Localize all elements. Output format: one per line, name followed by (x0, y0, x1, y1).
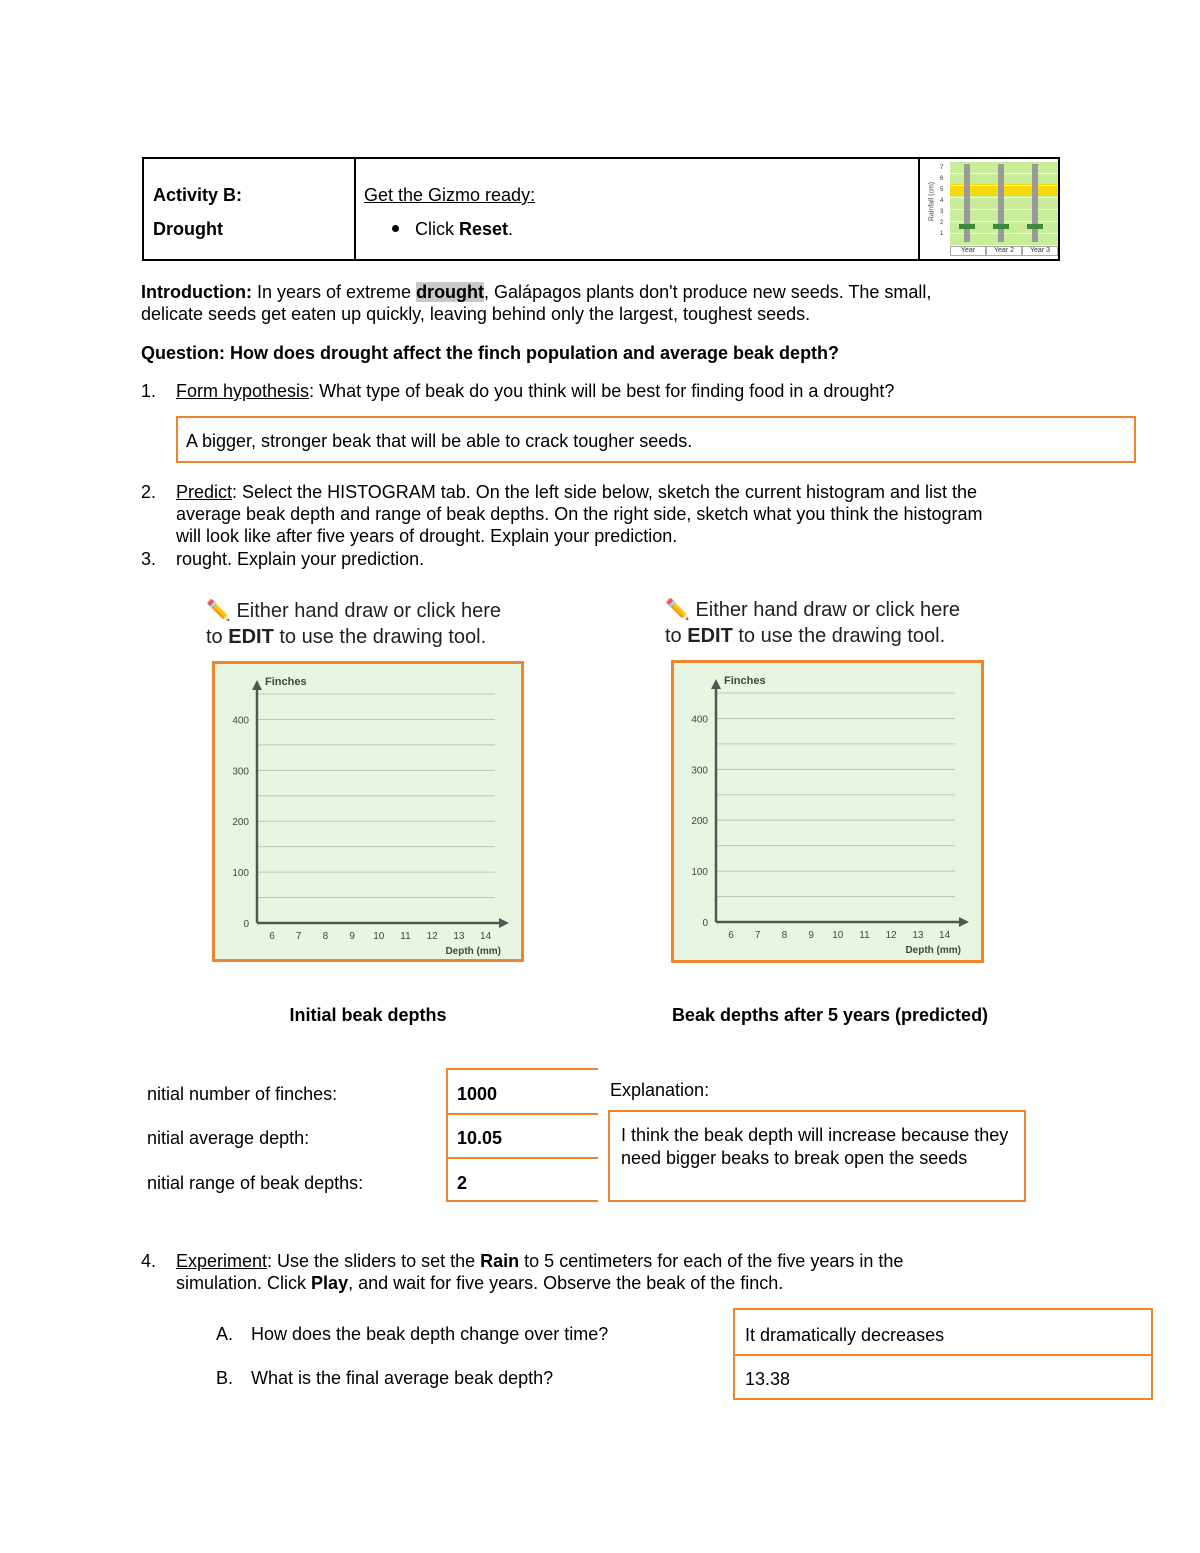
edit-link[interactable]: EDIT (687, 625, 733, 647)
activity-name: Drought (153, 219, 223, 239)
q3-prompt: rought. Explain your prediction. (176, 549, 425, 569)
thumbnail-axis (924, 162, 938, 254)
initial-depth-label: nitial average depth: (147, 1128, 310, 1148)
y-axis-arrow (252, 680, 262, 690)
x-axis-label: Depth (mm) (905, 945, 961, 956)
reset-instruction: Click Reset. (392, 218, 513, 240)
year2-slider (998, 164, 1004, 242)
x-tick-label: 10 (832, 930, 844, 941)
thumb-tick-label: 3 (940, 209, 944, 215)
initial-finches-label: nitial number of finches: (147, 1084, 338, 1104)
activity-title-cell (144, 159, 356, 259)
gizmo-ready-title: Get the Gizmo ready: (364, 185, 536, 205)
y-tick-label: 200 (232, 817, 249, 829)
final-depth-answer[interactable]: 13.38 (745, 1369, 791, 1389)
y-tick-label: 100 (232, 868, 249, 880)
x-tick-label: 10 (373, 931, 385, 942)
gizmo-instructions-cell (356, 159, 920, 259)
thumb-tick-label: 1 (940, 231, 944, 237)
rain-keyword: Rain (480, 1251, 520, 1271)
pencil-icon: ✏️ (206, 600, 231, 622)
explanation-answer-box[interactable] (608, 1110, 1026, 1202)
q4-number: 4. (141, 1251, 157, 1271)
play-keyword: Play (311, 1273, 349, 1293)
thumb-tick-label: 7 (940, 165, 944, 171)
thumb-year-label: Year 2 (986, 246, 1022, 256)
q1-number: 1. (141, 381, 157, 401)
year3-slider-handle (1027, 224, 1043, 229)
beak-change-answer[interactable]: It dramatically decreases (745, 1325, 945, 1345)
y-tick-label: 400 (232, 715, 249, 727)
y-tick-label: 100 (691, 867, 708, 879)
year1-slider (964, 164, 970, 242)
x-tick-label: 12 (885, 930, 897, 941)
x-tick-label: 9 (349, 931, 355, 942)
predicted-histogram-box[interactable] (671, 660, 984, 963)
drought-highlight: drought (416, 282, 485, 302)
pencil-icon: ✏️ (665, 599, 690, 621)
initial-histogram-chart (215, 664, 521, 959)
y-tick-label: 0 (702, 918, 708, 929)
introduction-paragraph: Introduction: In years of extreme drought, Galápagos plants don't produce new seeds. The small, delicate seeds get eaten up quickly, leaving behind only the largest, toughest seeds. (141, 282, 932, 324)
x-tick-label: 11 (859, 930, 870, 941)
initial-range-value[interactable]: 2 (457, 1173, 468, 1193)
thumb-tick-label: 5 (940, 187, 944, 193)
edit-link[interactable]: EDIT (228, 626, 274, 648)
q2-number: 2. (141, 482, 157, 502)
x-tick-label: 6 (269, 931, 275, 942)
predicted-histogram-chart (674, 663, 981, 960)
explanation-label: Explanation: (610, 1080, 710, 1100)
thumb-tick-label: 4 (940, 198, 944, 204)
edit-note-left[interactable]: ✏️ Either hand draw or click here to EDIT to use the drawing tool. (206, 600, 502, 648)
x-tick-label: 14 (480, 931, 492, 942)
year1-slider-handle (959, 224, 975, 229)
x-axis-label: Depth (mm) (445, 946, 501, 957)
x-tick-label: 7 (295, 931, 302, 942)
x-tick-label: 6 (728, 930, 734, 941)
year2-slider-handle (993, 224, 1009, 229)
q4a-letter: A. (216, 1324, 234, 1344)
main-question: Question: How does drought affect the finch population and average beak depth? (141, 343, 840, 363)
initial-depth-value[interactable]: 10.05 (457, 1128, 503, 1148)
q4-prompt: Experiment: Use the sliders to set the Rain to 5 centimeters for each of the five years in the simulation. Click Play, and wait for five years. Observe the beak of the finch. (176, 1251, 904, 1293)
x-axis-arrow (959, 917, 969, 927)
thumbnail-axis-label: Rainfall (cm) (928, 181, 936, 222)
bullet-icon (392, 225, 399, 232)
x-tick-label: 11 (400, 931, 411, 942)
q4-answer-table (733, 1308, 1153, 1400)
explanation-text: I think the beak depth will increase because they need bigger beaks to break open the seeds (621, 1125, 1009, 1168)
q4a-question: How does the beak depth change over time? (251, 1324, 609, 1344)
q2-prompt: Predict: Select the HISTOGRAM tab. On the left side below, sketch the current histogram and list the average beak depth and range of beak depths. On the right side, sketch what you think the histogram will look like after five years of drought. Explain your prediction. (176, 482, 983, 546)
y-tick-label: 300 (232, 766, 249, 778)
thumbnail-ticks (940, 165, 950, 245)
x-tick-label: 13 (912, 930, 924, 941)
initial-histogram-box[interactable] (212, 661, 524, 962)
x-tick-label: 7 (754, 930, 761, 941)
rainfall-thumbnail (920, 159, 1058, 259)
q4b-question: What is the final average beak depth? (251, 1368, 554, 1388)
x-axis-arrow (499, 918, 509, 928)
q1-prompt: Form hypothesis: What type of beak do you think will be best for finding food in a drought? (176, 381, 895, 401)
activity-header-table (142, 157, 1060, 261)
thumb-year-label: Year 3 (1022, 246, 1058, 256)
y-tick-label: 400 (691, 714, 708, 726)
q3-number: 3. (141, 549, 157, 569)
year3-slider (1032, 164, 1038, 242)
predicted-chart-caption: Beak depths after 5 years (predicted) (671, 1005, 989, 1025)
y-tick-label: 0 (243, 919, 249, 930)
thumbnail-year-labels (950, 246, 1058, 256)
y-tick-label: 300 (691, 765, 708, 777)
x-tick-label: 9 (808, 930, 814, 941)
y-tick-label: 200 (691, 816, 708, 828)
initial-values-column (446, 1068, 598, 1202)
x-tick-label: 13 (453, 931, 465, 942)
activity-label: Activity B: (153, 185, 243, 205)
hypothesis-answer-text: A bigger, stronger beak that will be able to crack tougher seeds. (186, 431, 693, 451)
thumb-tick-label: 6 (940, 176, 944, 182)
initial-range-label: nitial range of beak depths: (147, 1173, 364, 1193)
thumb-tick-label: 2 (940, 220, 944, 226)
hypothesis-answer-box[interactable] (176, 416, 1136, 463)
y-axis-arrow (711, 679, 721, 689)
y-axis-label: Finches (724, 675, 766, 687)
initial-chart-caption: Initial beak depths (289, 1005, 447, 1025)
thumb-year-label: Year (950, 246, 986, 256)
edit-note-right[interactable]: ✏️ Either hand draw or click here to EDIT to use the drawing tool. (665, 599, 961, 647)
reset-keyword: Reset (459, 219, 509, 239)
thumbnail-plot (950, 162, 1058, 246)
x-tick-label: 14 (939, 930, 951, 941)
introduction-label: Introduction: (141, 282, 252, 302)
x-tick-label: 12 (426, 931, 438, 942)
y-axis-label: Finches (265, 676, 307, 688)
x-tick-label: 8 (322, 931, 329, 942)
initial-finches-value[interactable]: 1000 (457, 1084, 498, 1104)
q4b-letter: B. (216, 1368, 234, 1388)
x-tick-label: 8 (781, 930, 788, 941)
